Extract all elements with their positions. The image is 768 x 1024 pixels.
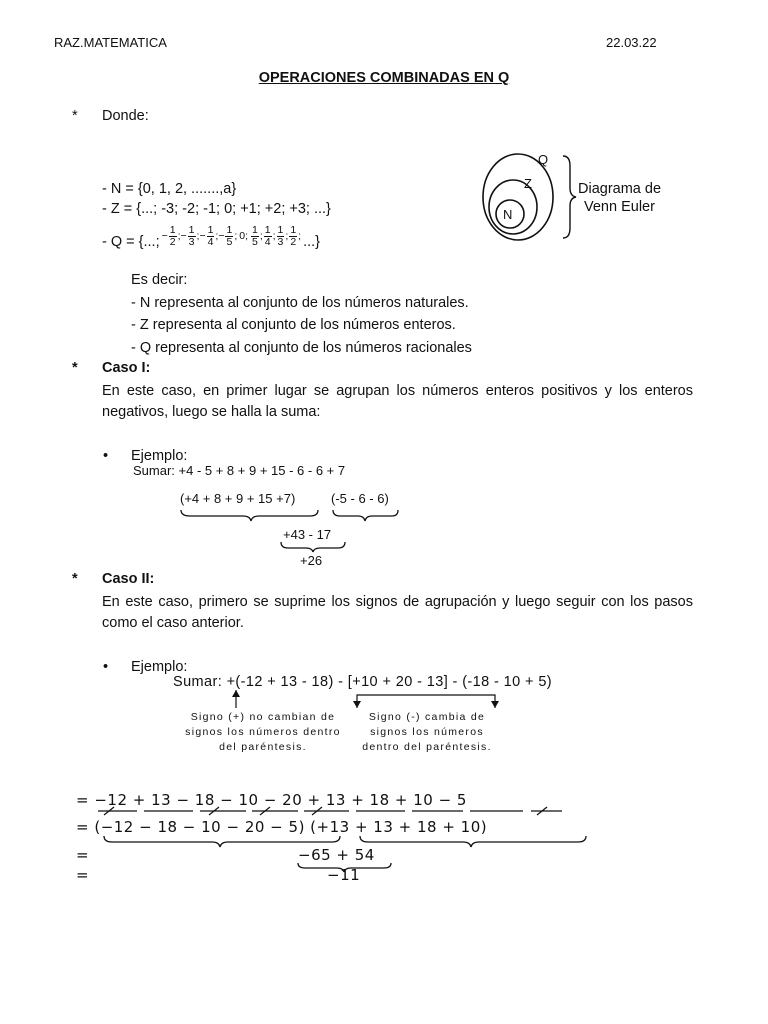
equation-step-1: = −12 + 13 − 18 − 10 − 20 + 13 + 18 + 10 − 5 <box>76 791 467 809</box>
q-separator: ; <box>215 230 219 242</box>
q-numerator: 1 <box>290 223 297 236</box>
set-q <box>102 222 320 250</box>
q-denominator: 4 <box>264 235 271 248</box>
es-decir-line-n: - N representa al conjunto de los números naturales. <box>131 295 469 311</box>
q-fraction <box>250 225 263 248</box>
q-numerator: 1 <box>264 223 271 236</box>
bracket-minus <box>357 695 495 700</box>
note-plus-sign: Signo (+) no cambian de signos los números dentro del paréntesis. <box>185 711 341 753</box>
es-decir-line-z: - Z representa al conjunto de los números enteros. <box>131 317 456 333</box>
q-denominator: 4 <box>207 235 214 248</box>
set-z: - Z = {...; -3; -2; -1; 0; +1; +2; +3; ...} <box>102 201 331 217</box>
equation-step-4-sign: = <box>76 866 90 884</box>
dot-bullet: • <box>103 659 109 675</box>
q-fraction-sign: − <box>199 230 206 242</box>
equation-step-3: −65 + 54 <box>298 846 375 864</box>
q-separator: ; <box>177 230 181 242</box>
set-q-suffix: ...} <box>303 234 321 250</box>
es-decir-label: Es decir: <box>131 272 188 288</box>
set-q-fractions <box>162 225 301 248</box>
q-fraction-value <box>289 225 297 248</box>
caso-1-result: +26 <box>300 553 323 568</box>
q-numerator: 1 <box>169 223 176 236</box>
arrow-minus-right-head <box>491 701 499 708</box>
caso-1-group-negative: (-5 - 6 - 6) <box>331 491 389 506</box>
es-decir-line-q: - Q representa al conjunto de los números racionales <box>131 340 472 356</box>
q-separator: ; <box>234 230 238 242</box>
brace-partial <box>281 542 345 552</box>
q-numerator: 1 <box>252 223 258 236</box>
q-separator: ; <box>259 230 263 242</box>
q-fraction <box>237 230 250 242</box>
q-fraction <box>276 225 289 248</box>
donde-label: Donde: <box>102 108 149 124</box>
caso-1-group-positive: (+4 + 8 + 9 + 15 +7) <box>180 491 296 506</box>
caso-2-ejemplo-label: Ejemplo: <box>131 659 188 675</box>
q-fraction <box>263 225 276 248</box>
set-n: - N = {0, 1, 2, .......,a} <box>102 181 237 197</box>
equation-step-4: −11 <box>327 866 361 884</box>
q-numerator: 1 <box>277 223 284 236</box>
slash-mark <box>537 807 547 815</box>
q-fraction-value <box>169 225 177 248</box>
q-zero: 0; <box>239 230 249 242</box>
set-q-prefix: - Q = {...; <box>102 234 160 250</box>
note-minus-sign: Signo (-) cambia de signos los números dentro del paréntesis. <box>362 711 492 753</box>
brace-positives <box>360 836 586 847</box>
caso-1-title: Caso I: <box>102 360 151 376</box>
caso-2-sumar: Sumar: +(-12 + 13 - 18) - [+10 + 20 - 13] - (-18 - 10 + 5) <box>173 674 553 690</box>
equation-step-2: = (−12 − 18 − 10 − 20 − 5) (+13 + 13 + 18 + 10) <box>76 818 488 836</box>
q-denominator: 2 <box>169 235 176 248</box>
q-separator: ; <box>196 230 200 242</box>
q-fraction <box>162 225 181 248</box>
q-numerator: 1 <box>207 223 214 236</box>
q-denominator: 3 <box>277 235 284 248</box>
q-fraction <box>218 225 237 248</box>
venn-label-q: Q <box>538 152 549 167</box>
venn-caption-2: Venn Euler <box>584 199 655 215</box>
q-separator: ; <box>285 230 289 242</box>
caso-1-ejemplo-label: Ejemplo: <box>131 448 188 464</box>
q-fraction-sign: − <box>161 230 168 242</box>
q-fraction-value <box>277 225 285 248</box>
caso-1-text: En este caso, en primer lugar se agrupan los números enteros positivos y los enteros negativos, luego se halla la suma: <box>102 383 693 420</box>
q-denominator: 5 <box>226 235 233 248</box>
venn-label-n: N <box>503 207 513 222</box>
brace-negative <box>333 510 398 521</box>
q-fraction-sign: − <box>218 230 225 242</box>
q-fraction-value <box>264 225 272 248</box>
star-bullet: * <box>72 108 78 124</box>
q-fraction-value <box>251 225 259 248</box>
star-bullet: * <box>72 360 78 376</box>
arrow-plus-head <box>232 690 240 697</box>
page-title: OPERACIONES COMBINADAS EN Q <box>258 70 510 86</box>
caso-2-title: Caso II: <box>102 571 155 587</box>
dot-bullet: • <box>103 448 109 464</box>
subject-header: RAZ.MATEMATICA <box>54 35 167 50</box>
q-fraction-value <box>225 225 233 248</box>
date-header: 22.03.22 <box>606 35 657 50</box>
q-denominator: 5 <box>252 235 258 248</box>
q-fraction <box>288 225 301 248</box>
equation-step-3-sign: = <box>76 846 90 864</box>
arrow-minus-left-head <box>353 701 361 708</box>
caso-1-partial: +43 - 17 <box>283 527 332 542</box>
q-fraction-value <box>188 225 196 248</box>
venn-caption-1: Diagrama de <box>578 181 662 197</box>
q-fraction <box>181 225 200 248</box>
venn-label-z: Z <box>524 176 532 191</box>
caso-2-text: En este caso, primero se suprime los signos de agrupación y luego seguir con los pasos como el caso anterior. <box>102 594 693 631</box>
q-denominator: 2 <box>290 235 297 248</box>
q-fraction <box>196 223 219 248</box>
star-bullet: * <box>72 571 78 587</box>
q-separator: ; <box>272 230 276 242</box>
q-denominator: 3 <box>188 235 195 248</box>
caso-1-sumar: Sumar: +4 - 5 + 8 + 9 + 15 - 6 - 6 + 7 <box>133 463 346 478</box>
q-fraction-value <box>207 225 215 248</box>
q-fraction-sign: − <box>180 230 187 242</box>
q-numerator: 1 <box>226 223 233 236</box>
brace-positive <box>181 510 318 521</box>
q-separator: ; <box>298 230 302 242</box>
q-numerator: 1 <box>188 223 195 236</box>
venn-brace <box>563 156 576 238</box>
